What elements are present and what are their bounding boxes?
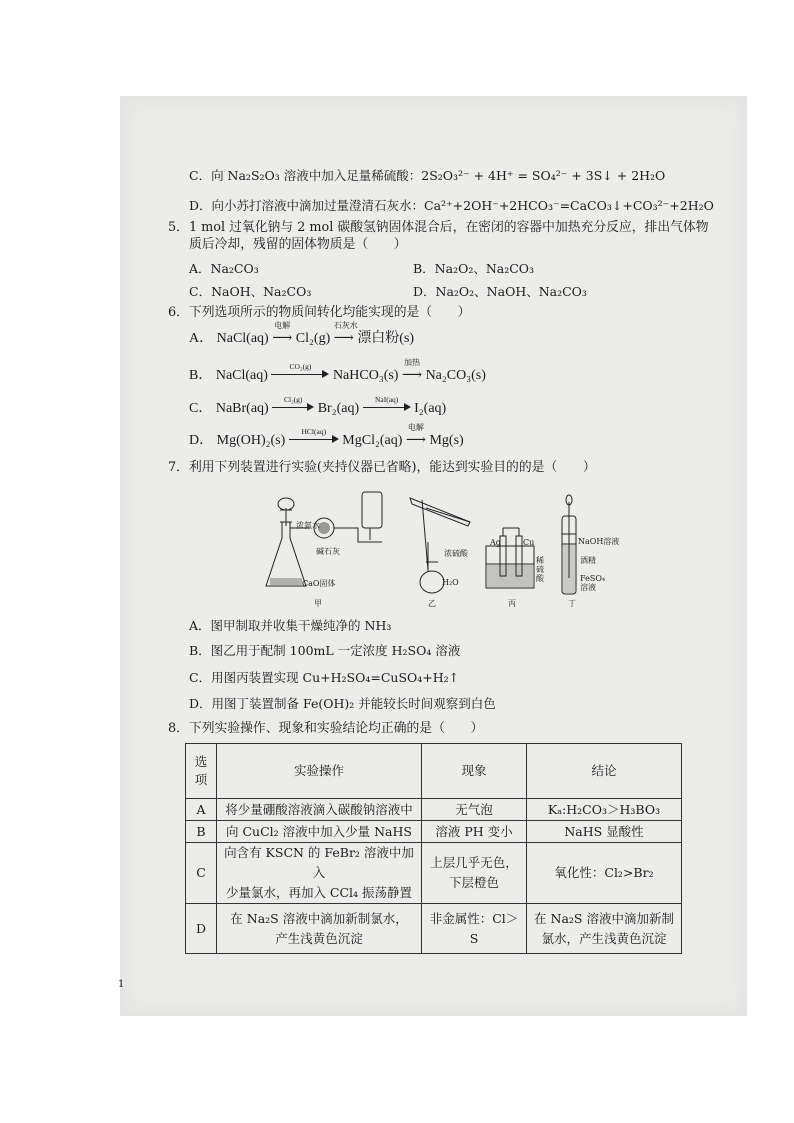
- header-operation: 实验操作: [217, 744, 422, 799]
- table-row: [186, 821, 682, 843]
- jia-label-ammonia: 浓氨水: [296, 521, 320, 530]
- row-b-phenomenon: 溶液 PH 变小: [422, 821, 527, 843]
- row-a-operation: 将少量硼酸溶液滴入碳酸钠溶液中: [217, 799, 422, 821]
- row-d-phenomenon: 非金属性：Cl＞S: [422, 904, 527, 954]
- jia-label-soda-lime: 碱石灰: [316, 547, 340, 556]
- row-d-conclusion-line2: 氯水，产生浅黄色沉淀: [541, 930, 667, 946]
- q7-stem: 7．利用下列装置进行实验(夹持仪器已省略)，能达到实验目的的是（ ）: [168, 460, 596, 475]
- q5-stem-line2: 质后冷却，残留的固体物质是（ ）: [189, 237, 407, 252]
- row-a-phenomenon: 无气泡: [422, 799, 527, 821]
- q6-a-intermediate: Cl₂(g): [295, 331, 331, 346]
- fig-jia-name: 甲: [314, 599, 322, 608]
- q8-table: [185, 743, 682, 954]
- q6-a-arrow1: 电解 ⟶: [272, 321, 293, 346]
- q6-c-arrow1: Cl₂(g): [272, 400, 314, 414]
- q4-option-c: C．向 Na₂S₂O₃ 溶液中加入足量稀硫酸：2S₂O₃²⁻ + 4H⁺ = SO₄²⁻ + 3S↓ + 2H₂O: [189, 168, 666, 183]
- page-number: 1: [118, 979, 125, 990]
- q6-c-intermediate: Br₂(aq): [317, 401, 360, 416]
- q6-c-product: I₂(aq): [414, 401, 447, 416]
- jia-label-cao: CaO固体: [302, 579, 336, 588]
- row-d-conclusion: [527, 904, 682, 954]
- q7-option-d: D．用图丁装置制备 Fe(OH)₂ 并能较长时间观察到白色: [189, 696, 496, 711]
- fig-bing-name: 丙: [508, 599, 516, 608]
- row-c-phenomenon-line1: 上层几乎无色，: [430, 855, 518, 870]
- bing-label-acid: 稀硫酸: [536, 556, 544, 583]
- q5-option-b: B．Na₂O₂、Na₂CO₃: [413, 261, 535, 276]
- q8-stem: 8．下列实验操作、现象和实验结论均正确的是（ ）: [168, 721, 484, 736]
- row-d-operation-line2: 产生浅黄色沉淀: [275, 930, 363, 946]
- row-c-operation-line2: 少量氯水，再加入 CCl₄ 振荡静置: [225, 885, 413, 900]
- table-header-row: [186, 744, 682, 799]
- fig-yi-name: 乙: [428, 599, 436, 608]
- q5-option-a: A．Na₂CO₃: [189, 261, 259, 276]
- q6-a-arrow2: 石灰水 ⟶: [333, 321, 358, 346]
- q6-stem: 6．下列选项所示的物质间转化均能实现的是（ ）: [168, 305, 471, 320]
- q6-d-intermediate: MgCl₂(aq): [342, 433, 403, 448]
- q5-stem-line1: 5．1 mol 过氧化钠与 2 mol 碳酸氢钠固体混合后，在密闭的容器中加热充分反应，排出气体物: [168, 220, 709, 235]
- q6-b-arrow1: CO₂(g): [271, 367, 329, 381]
- row-d-option: D: [186, 904, 217, 954]
- q6-d-label: D．: [189, 433, 214, 448]
- q6-option-b: [189, 358, 486, 384]
- q6-c-label: C．: [189, 401, 213, 416]
- row-b-conclusion: NaHS 显酸性: [527, 821, 682, 843]
- bing-label-cu: Cu: [523, 538, 535, 547]
- row-c-operation-line1: 向含有 KSCN 的 FeBr₂ 溶液中加入: [224, 845, 414, 880]
- header-conclusion: 结论: [527, 744, 682, 799]
- q6-option-d: [189, 423, 464, 449]
- q6-d-arrow1: HCl(aq): [289, 432, 339, 446]
- q6-a-label: A．: [189, 331, 214, 346]
- row-c-phenomenon: [422, 843, 527, 904]
- row-c-option: C: [186, 843, 217, 904]
- table-row: [186, 843, 682, 904]
- q6-b-label: B．: [189, 368, 213, 383]
- q6-option-c: [189, 395, 447, 417]
- q6-a-product: 漂白粉(s): [357, 331, 415, 346]
- q7-option-a: A．图甲制取并收集干燥纯净的 NH₃: [189, 618, 392, 633]
- row-a-conclusion: Kₐ:H₂CO₃＞H₃BO₃: [527, 799, 682, 821]
- q6-b-product: Na₂CO₃(s): [425, 368, 486, 383]
- q6-c-arrow2: NaI(aq): [363, 400, 411, 414]
- row-d-conclusion-line1: 在 Na₂S 溶液中滴加新制: [534, 910, 674, 926]
- q7-option-c: C．用图丙装置实现 Cu+H₂SO₄=CuSO₄+H₂↑: [189, 670, 460, 685]
- ding-label-alcohol: 酒精: [580, 556, 596, 565]
- ding-label-feso4: FeSO₄溶液: [580, 574, 606, 592]
- row-d-operation-line1: 在 Na₂S 溶液中滴加新制氯水，: [230, 910, 408, 926]
- fig-ding-name: 丁: [568, 599, 576, 608]
- q6-d-product: Mg(s): [429, 433, 464, 448]
- q7-option-b: B．图乙用于配制 100mL 一定浓度 H₂SO₄ 溶液: [189, 643, 461, 658]
- table-row: [186, 799, 682, 821]
- q6-c-reactant: NaBr(aq): [215, 401, 269, 416]
- row-b-operation: 向 CuCl₂ 溶液中加入少量 NaHS: [217, 821, 422, 843]
- yi-label-water: H₂O: [442, 578, 459, 587]
- row-c-operation: [217, 843, 422, 904]
- q6-b-arrow2: 加热 ⟶: [401, 358, 423, 383]
- row-b-option: B: [186, 821, 217, 843]
- q6-b-intermediate: NaHCO₃(s): [332, 368, 399, 383]
- row-a-option: A: [186, 799, 217, 821]
- header-option: 选项: [186, 744, 217, 799]
- q6-a-reactant: NaCl(aq): [216, 331, 269, 346]
- table-row: [186, 904, 682, 954]
- q5-option-c: C．NaOH、Na₂CO₃: [189, 284, 312, 299]
- row-c-conclusion: 氧化性：Cl₂>Br₂: [527, 843, 682, 904]
- bing-label-ag: Ag: [490, 538, 501, 547]
- apparatus-figure: [250, 482, 630, 610]
- q6-d-reactant: Mg(OH)₂(s): [216, 433, 286, 448]
- q4-option-d: D．向小苏打溶液中滴加过量澄清石灰水：Ca²⁺+2OH⁻+2HCO₃⁻=CaCO₃↓+CO₃²⁻+2H₂O: [189, 198, 714, 213]
- q5-option-d: D．Na₂O₂、NaOH、Na₂CO₃: [413, 284, 587, 299]
- ding-label-naoh: NaOH溶液: [578, 537, 620, 546]
- yi-label-acid: 浓硫酸: [444, 549, 468, 558]
- q6-d-arrow2: 电解 ⟶: [405, 423, 426, 448]
- q6-b-reactant: NaCl(aq): [215, 368, 268, 383]
- q6-option-a: [189, 321, 415, 347]
- row-d-operation: [217, 904, 422, 954]
- header-phenomenon: 现象: [422, 744, 527, 799]
- row-c-phenomenon-line2: 下层橙色: [448, 875, 499, 890]
